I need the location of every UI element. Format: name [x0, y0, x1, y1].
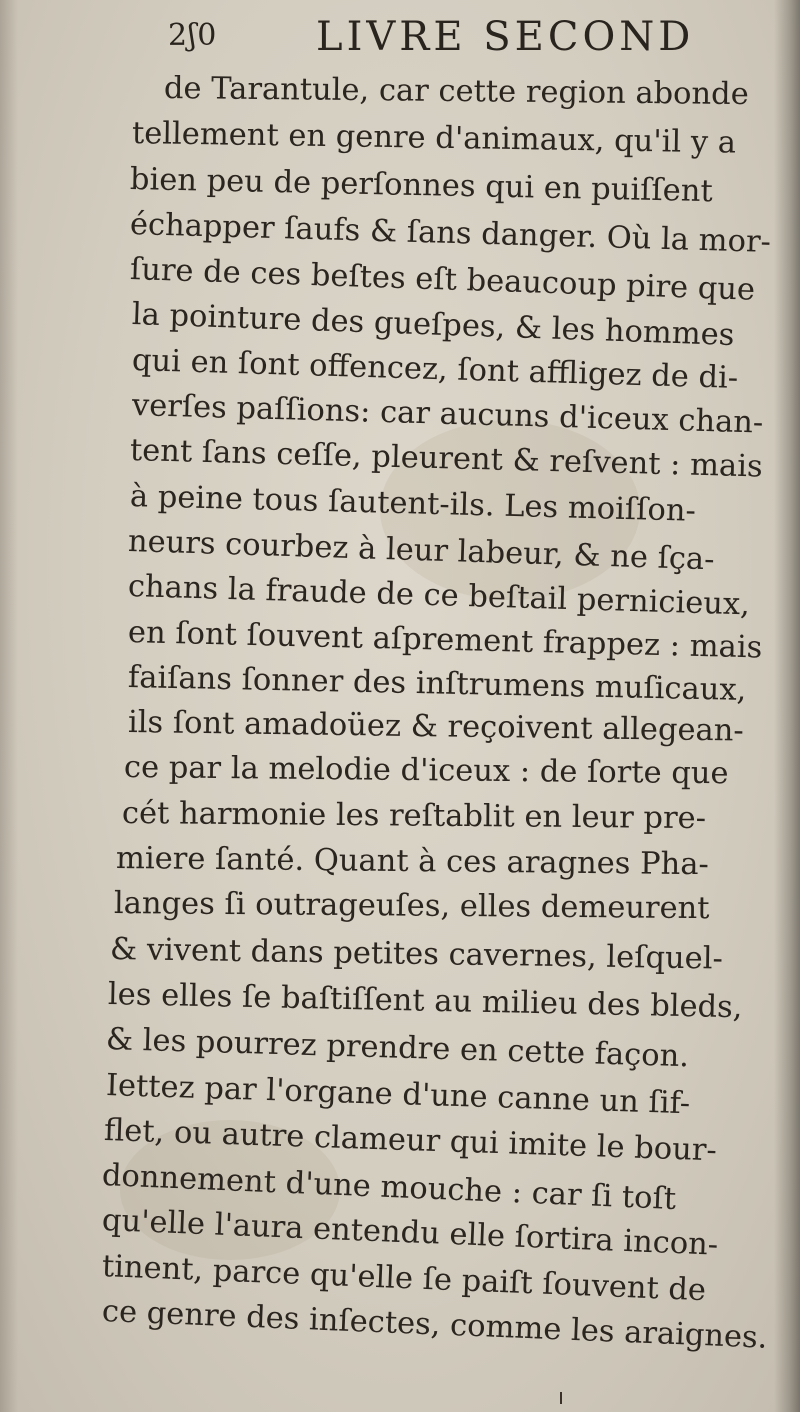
page-header [168, 14, 778, 68]
text-line: en ſont ſouvent aſprement frappez : mais [127, 614, 763, 666]
text-line: tellement en genre d'animaux, qu'il y a [131, 116, 737, 161]
text-line: miere ſanté. Quant à ces aragnes Pha- [115, 841, 709, 883]
text-line: Iettez par l'organe d'une canne un ſif- [105, 1067, 691, 1121]
text-line: & les pourrez prendre en cette façon. [105, 1022, 690, 1075]
text-line: ſure de ces beſtes eſt beaucoup pire que [129, 252, 756, 308]
page-gutter-shadow [0, 0, 18, 1412]
text-line: cét harmonie les reſtablit en leur pre- [121, 795, 707, 836]
body-text [101, 66, 776, 1356]
text-line: à peine tous ſautent-ils. Les moiſſon- [129, 478, 697, 529]
text-line: ils ſont amadoüez & reçoivent allegean- [127, 705, 744, 749]
text-line: les elles ſe baſtiſſent au milieu des bleds, [107, 976, 743, 1026]
text-line: tinent, parce qu'elle ſe paiſt ſouvent de [101, 1248, 707, 1308]
text-line: & vivent dans petites cavernes, leſquel- [109, 931, 724, 977]
text-line: de Tarantule, car cette region abonde [163, 71, 749, 113]
text-line: qui en ſont offencez, ſont affligez de di- [131, 342, 739, 396]
running-head: LIVRE SECOND [316, 14, 695, 60]
text-line: langes ſi outrageuſes, elles demeurent [113, 886, 710, 927]
text-line: ce genre des inſectes, comme les araignes. [101, 1294, 769, 1356]
text-line: chans la fraude de ce beſtail pernicieux, [127, 569, 751, 623]
page-number: 2ʃ0 [168, 18, 218, 53]
text-line: bien peu de perſonnes qui en puiſſent [129, 161, 714, 209]
text-line: la pointure des gueſpes, & les hommes [131, 297, 735, 354]
text-line: ce par la melodie d'iceux : de ſorte que [123, 750, 729, 792]
printer-mark [560, 1392, 562, 1404]
text-line: donnement d'une mouche : car ſi toſt [101, 1158, 677, 1218]
text-line: tent ſans ceſſe, pleurent & reſvent : mais [129, 433, 764, 485]
text-line: qu'elle l'aura entendu elle ſortira incon- [101, 1203, 719, 1264]
text-line: échapper ſaufs & ſans danger. Où la mor- [129, 206, 772, 260]
text-line: verſes paſſions: car aucuns d'iceux chan- [131, 388, 764, 441]
text-line: faiſans ſonner des inſtrumens muſicaux, [127, 659, 747, 708]
text-line: neurs courbez à leur labeur, & ne ſça- [127, 523, 716, 578]
text-line: flet, ou autre clameur qui imite le bour- [103, 1112, 718, 1169]
